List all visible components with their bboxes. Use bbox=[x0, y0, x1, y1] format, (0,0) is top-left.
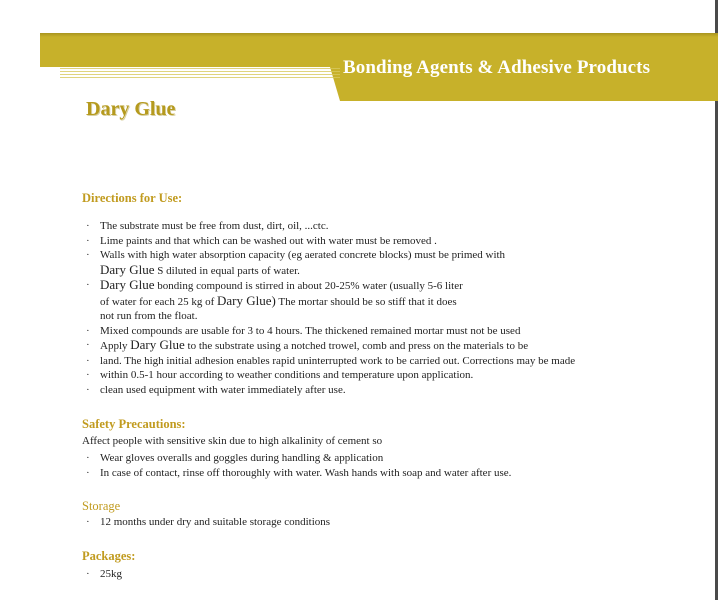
bullet: · bbox=[86, 354, 90, 367]
banner-title: Bonding Agents & Adhesive Products bbox=[343, 57, 651, 78]
packages-heading: Packages: bbox=[82, 549, 136, 563]
list-item: · Mixed compounds are usable for 3 to 4 hours. The thickened remained mortar must not be used bbox=[86, 324, 521, 337]
bullet: · bbox=[86, 452, 90, 464]
brand-name: Dary Glue) bbox=[216, 292, 276, 308]
packages-list bbox=[86, 567, 122, 582]
brand-name: Dary Glue bbox=[100, 261, 155, 277]
list-item: · within 0.5-1 hour according to weather conditions and temperature upon application. bbox=[86, 369, 474, 381]
brand-name: Dary Glue bbox=[100, 277, 155, 292]
list-item: · 25kg bbox=[86, 568, 122, 580]
bullet: · bbox=[86, 466, 90, 479]
list-item: · Apply Dary Glue to the substrate using a notched trowel, comb and press on the materials to be bbox=[86, 337, 529, 352]
storage-heading: Storage bbox=[82, 499, 121, 513]
directions-list bbox=[86, 219, 575, 397]
list-item: · Wear gloves overalls and goggles during handling & application bbox=[86, 452, 384, 464]
bullet: · bbox=[86, 324, 90, 337]
list-item: · Lime paints and that which can be washed out with water must be removed . bbox=[86, 234, 437, 247]
bullet: · bbox=[86, 249, 90, 261]
list-item-continuation: Dary Glue S diluted in equal parts of water. bbox=[100, 261, 300, 277]
bullet: · bbox=[86, 279, 90, 291]
list-item: · 12 months under dry and suitable storage conditions bbox=[86, 516, 331, 528]
safety-intro: Affect people with sensitive skin due to high alkalinity of cement so bbox=[82, 435, 383, 447]
banner-shadow bbox=[40, 33, 718, 37]
bullet: · bbox=[86, 568, 90, 580]
list-item-continuation: of water for each 25 kg of Dary Glue) The mortar should be so stiff that it does bbox=[100, 292, 457, 308]
storage-list bbox=[86, 515, 330, 530]
list-item: · Dary Glue bonding compound is stirred in about 20-25% water (usually 5-6 liter bbox=[86, 277, 463, 292]
list-item: · land. The high initial adhesion enables rapid uninterrupted work to be carried out. Corrections may be made bbox=[86, 354, 576, 367]
brand-name: Dary Glue bbox=[130, 337, 185, 352]
list-item: · The substrate must be free from dust, dirt, oil, ...ctc. bbox=[86, 220, 329, 232]
bullet: · bbox=[86, 516, 90, 528]
bullet: · bbox=[86, 383, 90, 396]
bullet: · bbox=[86, 369, 90, 381]
list-item: · Walls with high water absorption capacity (eg aerated concrete blocks) must be primed with bbox=[86, 249, 506, 261]
list-item-continuation: not run from the float. bbox=[100, 310, 198, 322]
safety-list bbox=[86, 451, 511, 480]
bullet: · bbox=[86, 234, 90, 247]
bullet: · bbox=[86, 339, 90, 351]
list-item: · In case of contact, rinse off thoroughly with water. Wash hands with soap and water after use. bbox=[86, 466, 512, 479]
bullet: · bbox=[86, 220, 90, 232]
product-title: Dary Glue bbox=[86, 98, 176, 120]
list-item: · clean used equipment with water immediately after use. bbox=[86, 383, 346, 396]
directions-heading: Directions for Use: bbox=[82, 191, 183, 205]
safety-heading: Safety Precautions: bbox=[82, 417, 186, 431]
banner-stripes bbox=[60, 68, 340, 80]
